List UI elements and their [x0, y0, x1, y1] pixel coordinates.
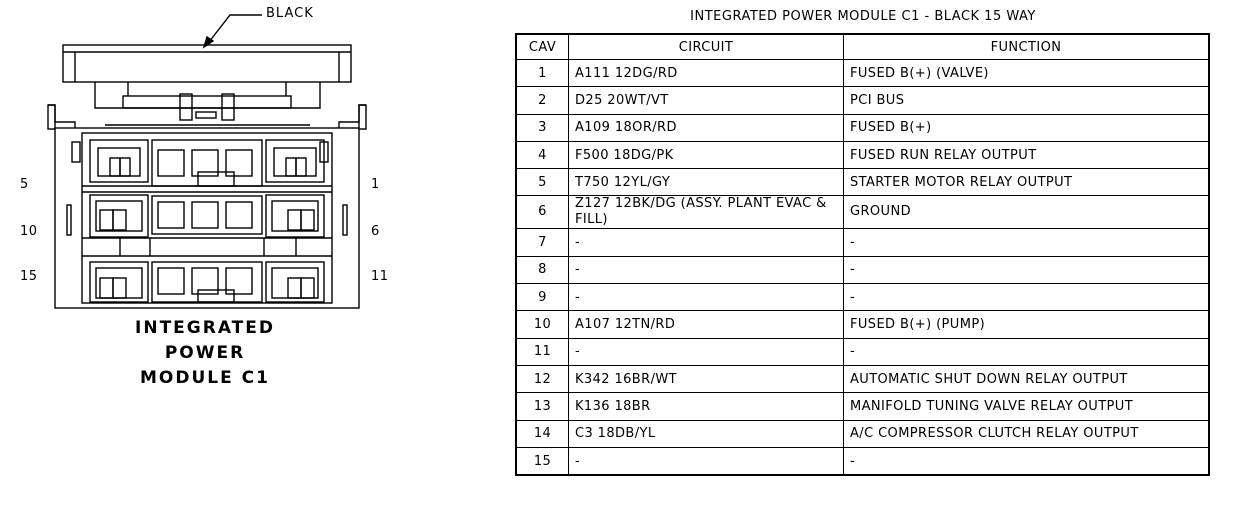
cell-circuit: K342 16BR/WT [569, 365, 844, 392]
cell-circuit: K136 18BR [569, 393, 844, 420]
table-row [516, 365, 1209, 392]
cell-circuit: A107 12TN/RD [569, 311, 844, 338]
table-row [516, 420, 1209, 447]
cell-function: - [844, 338, 1210, 365]
pinout-table [515, 33, 1210, 476]
cell-function: STARTER MOTOR RELAY OUTPUT [844, 169, 1210, 196]
cell-cav: 13 [516, 393, 569, 420]
table-row [516, 141, 1209, 168]
module-title [100, 316, 310, 391]
cell-cav: 6 [516, 196, 569, 229]
table-row [516, 284, 1209, 311]
cell-circuit: T750 12YL/GY [569, 169, 844, 196]
pin-label-11: 11 [371, 269, 389, 284]
cell-function: - [844, 229, 1210, 256]
cell-cav: 8 [516, 256, 569, 283]
pin-label-1: 1 [371, 177, 380, 192]
cell-function: FUSED B(+) [844, 114, 1210, 141]
module-title-line-3: MODULE C1 [140, 368, 270, 388]
cell-function: FUSED B(+) (VALVE) [844, 60, 1210, 87]
cell-function: - [844, 284, 1210, 311]
header-circuit: CIRCUIT [569, 34, 844, 60]
cell-cav: 9 [516, 284, 569, 311]
table-row [516, 114, 1209, 141]
cell-circuit: - [569, 338, 844, 365]
cell-circuit: D25 20WT/VT [569, 87, 844, 114]
black-leader-arrow [204, 15, 262, 47]
cell-cav: 10 [516, 311, 569, 338]
cell-circuit: - [569, 284, 844, 311]
module-title-line-2: POWER [164, 343, 246, 363]
connector-hood [63, 45, 351, 125]
cavity-row-bottom [90, 262, 324, 302]
cell-function: FUSED RUN RELAY OUTPUT [844, 141, 1210, 168]
cell-cav: 12 [516, 365, 569, 392]
cell-circuit: - [569, 256, 844, 283]
cell-function: GROUND [844, 196, 1210, 229]
cell-function: PCI BUS [844, 87, 1210, 114]
table-row [516, 338, 1209, 365]
table-row [516, 169, 1209, 196]
table-body [516, 60, 1209, 476]
table-row [516, 60, 1209, 87]
cell-circuit: A109 18OR/RD [569, 114, 844, 141]
pin-label-10: 10 [20, 224, 38, 239]
cell-cav: 2 [516, 87, 569, 114]
cell-cav: 1 [516, 60, 569, 87]
cell-function: - [844, 256, 1210, 283]
cell-circuit: Z127 12BK/DG (ASSY. PLANT EVAC & FILL) [569, 196, 844, 229]
cell-cav: 11 [516, 338, 569, 365]
table-row [516, 311, 1209, 338]
table-title: INTEGRATED POWER MODULE C1 - BLACK 15 WAY [690, 9, 1036, 24]
pin-label-6: 6 [371, 224, 380, 239]
cell-function: AUTOMATIC SHUT DOWN RELAY OUTPUT [844, 365, 1210, 392]
pin-label-15: 15 [20, 269, 38, 284]
table-row [516, 256, 1209, 283]
cell-cav: 4 [516, 141, 569, 168]
cell-cav: 5 [516, 169, 569, 196]
cell-circuit: F500 18DG/PK [569, 141, 844, 168]
table-row [516, 196, 1209, 229]
header-cav: CAV [516, 34, 569, 60]
cell-cav: 15 [516, 447, 569, 475]
table-row [516, 447, 1209, 475]
table-row [516, 87, 1209, 114]
cell-cav: 3 [516, 114, 569, 141]
table-row [516, 393, 1209, 420]
cell-cav: 14 [516, 420, 569, 447]
cell-circuit: - [569, 229, 844, 256]
cell-circuit: - [569, 447, 844, 475]
connector-color-label: BLACK [266, 6, 314, 21]
cell-function: FUSED B(+) (PUMP) [844, 311, 1210, 338]
connector-drawing [0, 0, 500, 330]
table-header-row [516, 34, 1209, 60]
cell-circuit: C3 18DB/YL [569, 420, 844, 447]
module-title-line-1: INTEGRATED [135, 318, 275, 338]
cavity-row-top [90, 140, 324, 186]
cell-function: - [844, 447, 1210, 475]
pin-label-5: 5 [20, 177, 29, 192]
cell-function: MANIFOLD TUNING VALVE RELAY OUTPUT [844, 393, 1210, 420]
cell-function: A/C COMPRESSOR CLUTCH RELAY OUTPUT [844, 420, 1210, 447]
table-row [516, 229, 1209, 256]
cell-circuit: A111 12DG/RD [569, 60, 844, 87]
header-function: FUNCTION [844, 34, 1210, 60]
cavity-row-middle [90, 195, 324, 237]
cell-cav: 7 [516, 229, 569, 256]
